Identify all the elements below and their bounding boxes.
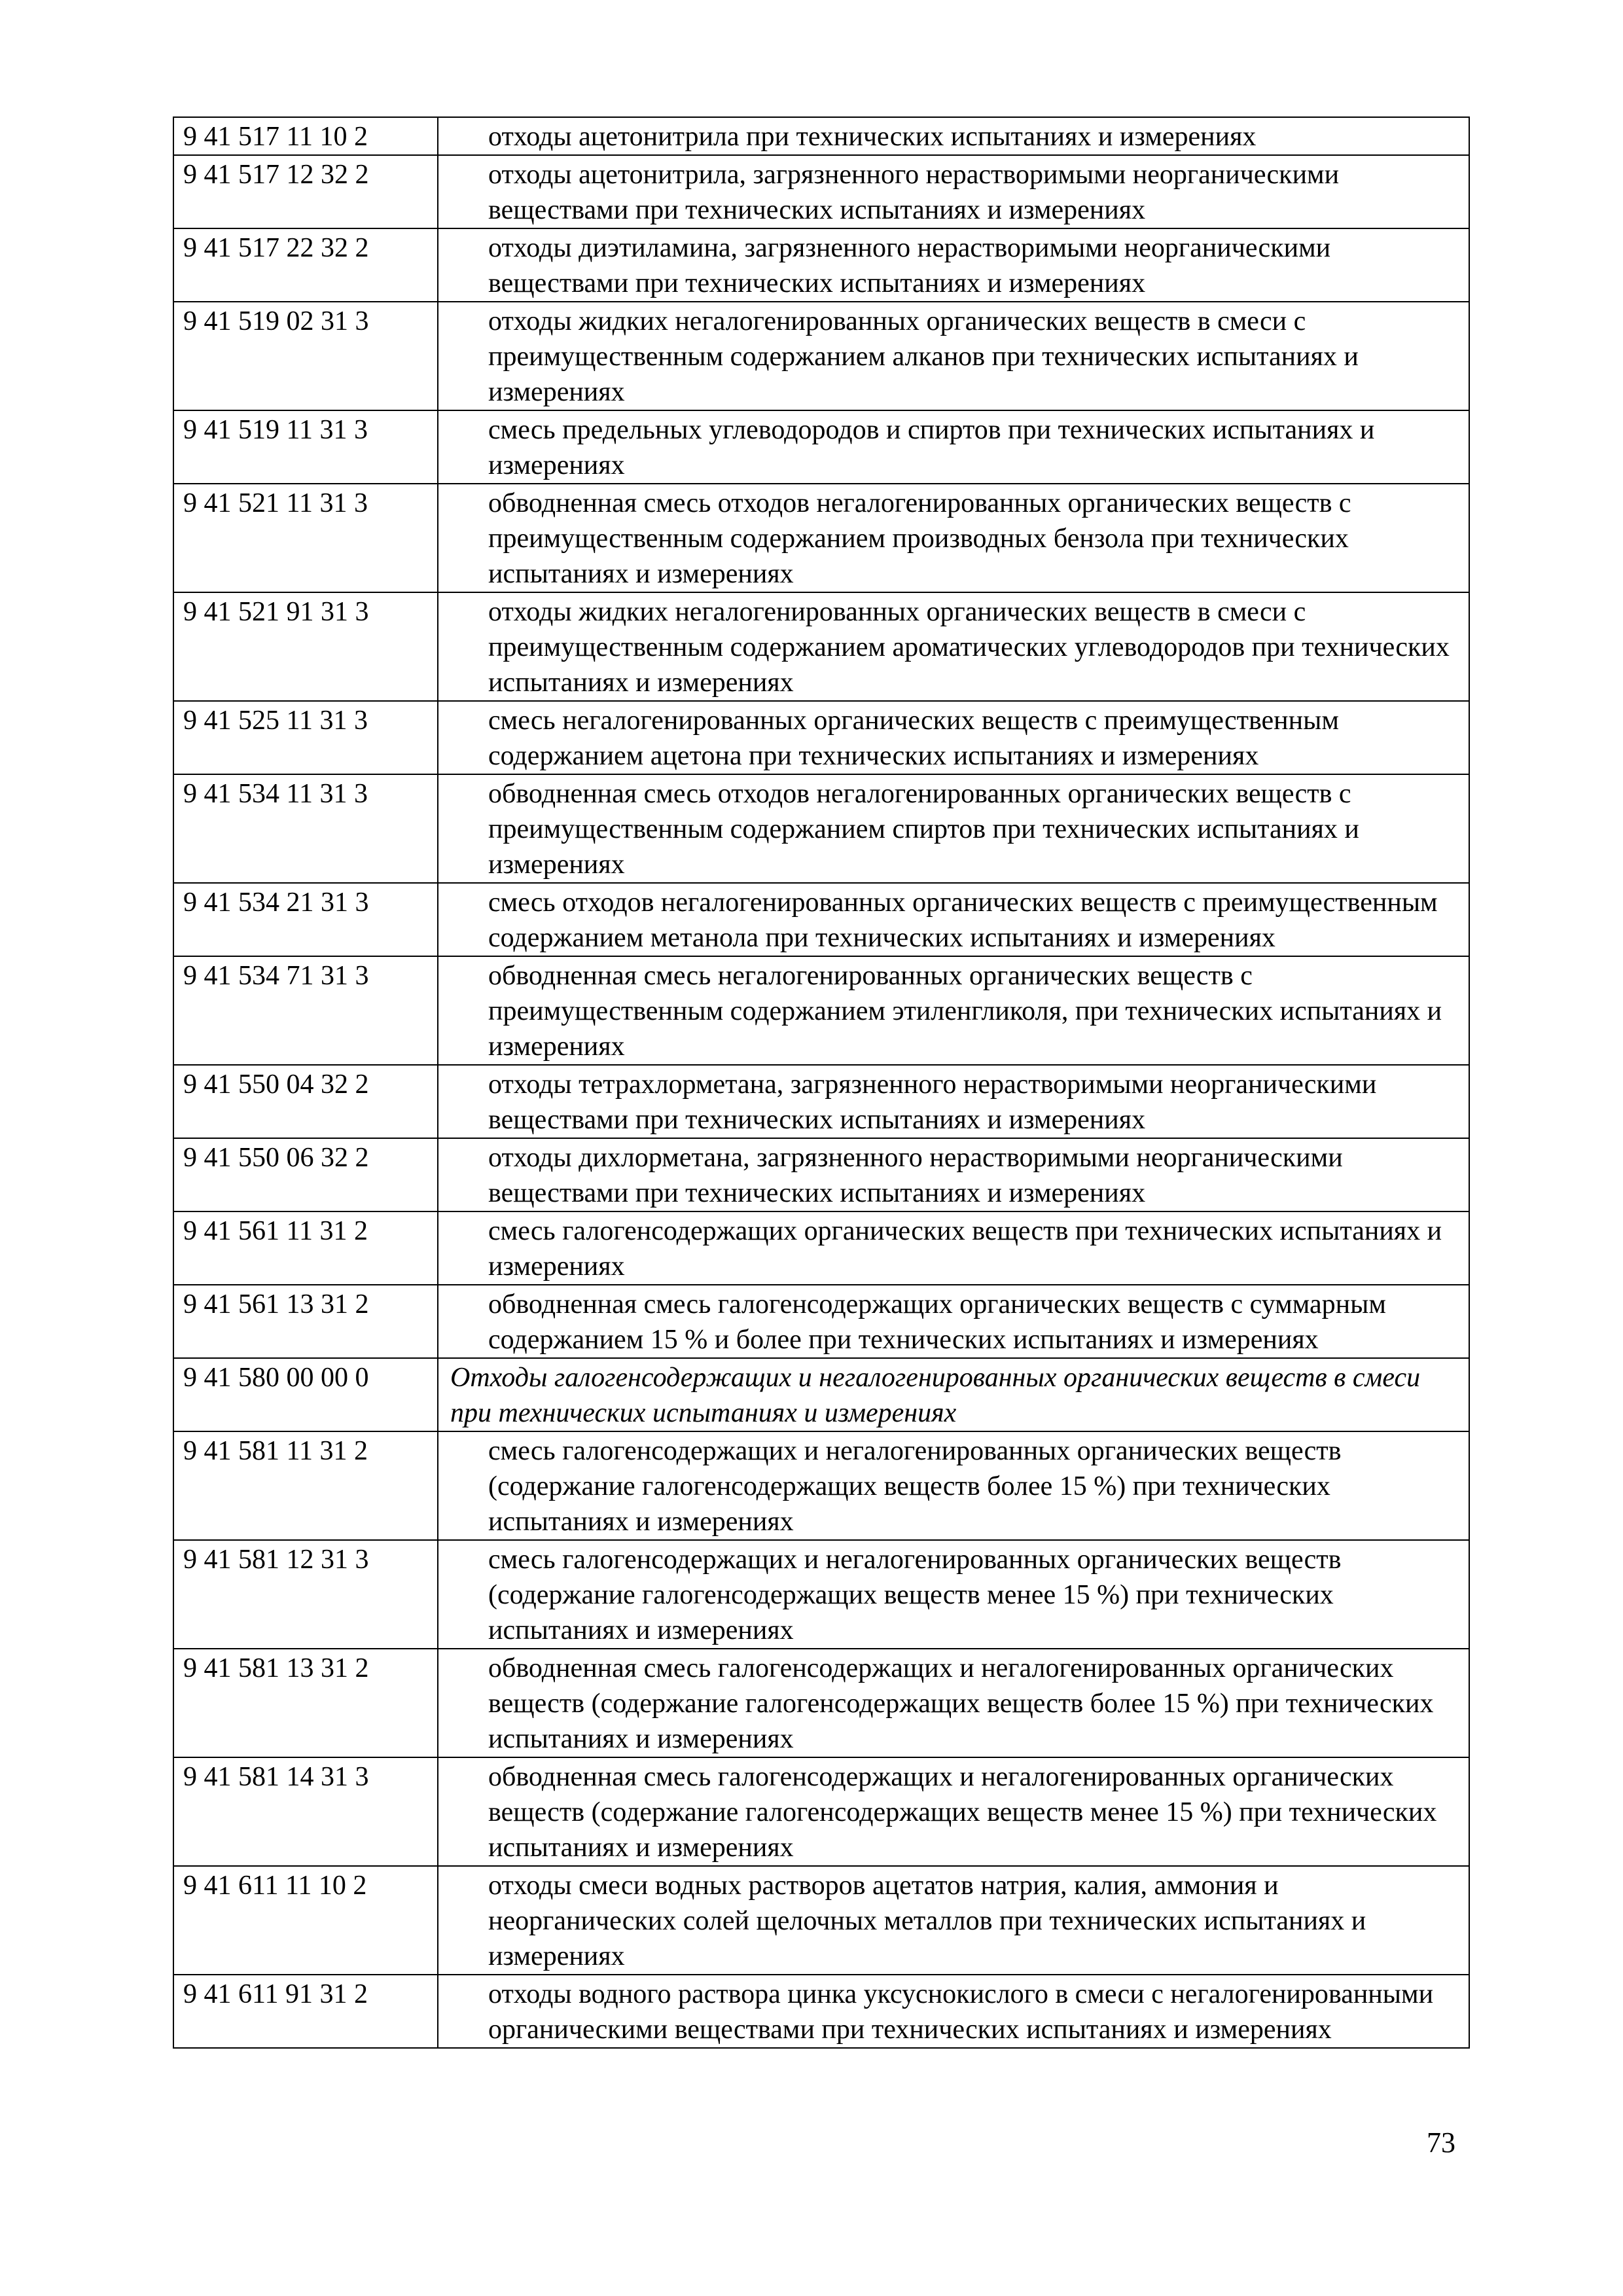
waste-code: 9 41 519 11 31 3: [173, 410, 438, 484]
table-row: [173, 1649, 1469, 1757]
table-row: [173, 117, 1469, 155]
waste-code: 9 41 525 11 31 3: [173, 701, 438, 774]
waste-description: смесь отходов негалогенированных органических веществ с преимущественным содержанием метанола при технических испытаниях и измерениях: [438, 883, 1469, 956]
waste-description: отходы жидких негалогенированных органических веществ в смеси с преимущественным содержанием ароматических углеводородов при технических испытаниях и измерениях: [438, 592, 1469, 701]
table-row: [173, 1285, 1469, 1358]
waste-code: 9 41 611 91 31 2: [173, 1975, 438, 2048]
waste-code: 9 41 517 12 32 2: [173, 155, 438, 228]
waste-description: смесь галогенсодержащих органических веществ при технических испытаниях и измерениях: [438, 1211, 1469, 1285]
waste-description: отходы ацетонитрила, загрязненного нерастворимыми неорганическими веществами при технических испытаниях и измерениях: [438, 155, 1469, 228]
waste-description: отходы тетрахлорметана, загрязненного нерастворимыми неорганическими веществами при технических испытаниях и измерениях: [438, 1065, 1469, 1138]
waste-code: 9 41 534 71 31 3: [173, 956, 438, 1065]
waste-description: обводненная смесь негалогенированных органических веществ с преимущественным содержанием этиленгликоля, при технических испытаниях и измерениях: [438, 956, 1469, 1065]
waste-code: 9 41 561 13 31 2: [173, 1285, 438, 1358]
table-row: [173, 1540, 1469, 1649]
table-row: [173, 774, 1469, 883]
waste-code: 9 41 550 04 32 2: [173, 1065, 438, 1138]
waste-description: обводненная смесь отходов негалогенированных органических веществ с преимущественным содержанием производных бензола при технических испытаниях и измерениях: [438, 484, 1469, 592]
table-row: [173, 1866, 1469, 1975]
waste-code: 9 41 517 22 32 2: [173, 228, 438, 302]
waste-code: 9 41 561 11 31 2: [173, 1211, 438, 1285]
waste-code: 9 41 517 11 10 2: [173, 117, 438, 155]
table-row: [173, 484, 1469, 592]
waste-description: смесь предельных углеводородов и спиртов при технических испытаниях и измерениях: [438, 410, 1469, 484]
table-row: [173, 1975, 1469, 2048]
waste-description: смесь галогенсодержащих и негалогенированных органических веществ (содержание галогенсодержащих веществ менее 15 %) при технических испытаниях и измерениях: [438, 1540, 1469, 1649]
table-row: [173, 302, 1469, 410]
table-row: [173, 155, 1469, 228]
table-row: [173, 228, 1469, 302]
waste-code: 9 41 534 21 31 3: [173, 883, 438, 956]
waste-description: смесь негалогенированных органических веществ с преимущественным содержанием ацетона при технических испытаниях и измерениях: [438, 701, 1469, 774]
waste-code: 9 41 580 00 00 0: [173, 1358, 438, 1431]
waste-description: обводненная смесь галогенсодержащих органических веществ с суммарным содержанием 15 % и более при технических испытаниях и измерениях: [438, 1285, 1469, 1358]
table-row-group-heading: [173, 1358, 1469, 1431]
waste-description: обводненная смесь отходов негалогенированных органических веществ с преимущественным содержанием спиртов при технических испытаниях и измерениях: [438, 774, 1469, 883]
table-row: [173, 1211, 1469, 1285]
waste-code: 9 41 581 11 31 2: [173, 1431, 438, 1540]
waste-description: отходы смеси водных растворов ацетатов натрия, калия, аммония и неорганических солей щелочных металлов при технических испытаниях и измерениях: [438, 1866, 1469, 1975]
waste-code: 9 41 581 13 31 2: [173, 1649, 438, 1757]
table-row: [173, 1138, 1469, 1211]
waste-description: отходы ацетонитрила при технических испытаниях и измерениях: [438, 117, 1469, 155]
group-heading-description: Отходы галогенсодержащих и негалогенированных органических веществ в смеси при технических испытаниях и измерениях: [438, 1358, 1469, 1431]
waste-description: обводненная смесь галогенсодержащих и негалогенированных органических веществ (содержание галогенсодержащих веществ менее 15 %) при технических испытаниях и измерениях: [438, 1757, 1469, 1866]
table-row: [173, 883, 1469, 956]
table-row: [173, 1065, 1469, 1138]
waste-code: 9 41 581 12 31 3: [173, 1540, 438, 1649]
table-row: [173, 1757, 1469, 1866]
waste-description: смесь галогенсодержащих и негалогенированных органических веществ (содержание галогенсодержащих веществ более 15 %) при технических испытаниях и измерениях: [438, 1431, 1469, 1540]
waste-code: 9 41 611 11 10 2: [173, 1866, 438, 1975]
table-row: [173, 410, 1469, 484]
waste-code: 9 41 521 11 31 3: [173, 484, 438, 592]
waste-codes-table: [173, 117, 1470, 2049]
waste-description: отходы дихлорметана, загрязненного нерастворимыми неорганическими веществами при технических испытаниях и измерениях: [438, 1138, 1469, 1211]
table-row: [173, 701, 1469, 774]
waste-code: 9 41 521 91 31 3: [173, 592, 438, 701]
waste-description: отходы диэтиламина, загрязненного нерастворимыми неорганическими веществами при технических испытаниях и измерениях: [438, 228, 1469, 302]
waste-description: отходы водного раствора цинка уксуснокислого в смеси с негалогенированными органическими веществами при технических испытаниях и измерениях: [438, 1975, 1469, 2048]
table-row: [173, 1431, 1469, 1540]
waste-code: 9 41 550 06 32 2: [173, 1138, 438, 1211]
waste-code: 9 41 581 14 31 3: [173, 1757, 438, 1866]
table-row: [173, 956, 1469, 1065]
waste-code: 9 41 519 02 31 3: [173, 302, 438, 410]
page-number: 73: [1427, 2126, 1455, 2159]
table-row: [173, 592, 1469, 701]
waste-description: отходы жидких негалогенированных органических веществ в смеси с преимущественным содержанием алканов при технических испытаниях и измерениях: [438, 302, 1469, 410]
waste-code: 9 41 534 11 31 3: [173, 774, 438, 883]
waste-description: обводненная смесь галогенсодержащих и негалогенированных органических веществ (содержание галогенсодержащих веществ более 15 %) при технических испытаниях и измерениях: [438, 1649, 1469, 1757]
